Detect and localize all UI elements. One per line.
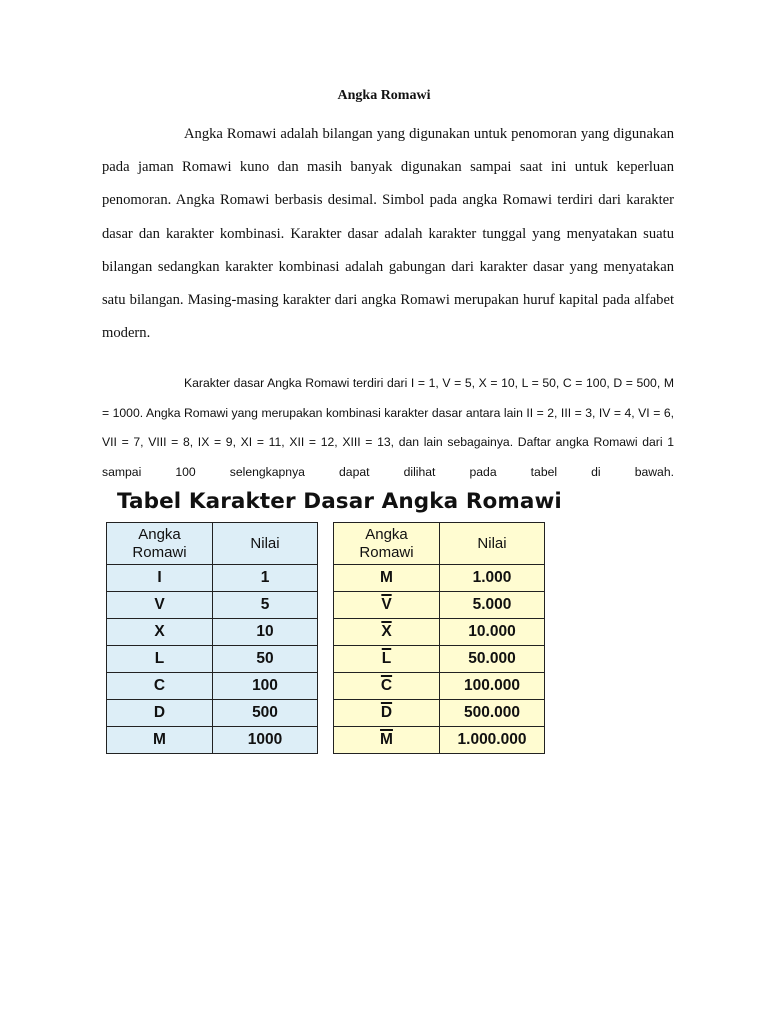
header-value: Nilai (440, 523, 545, 565)
value-cell: 1000 (213, 727, 318, 754)
roman-numeral: X (154, 623, 165, 640)
header-roman-line1: Angka (365, 525, 408, 543)
value-cell: 1 (213, 565, 318, 592)
intro-paragraph-text: Angka Romawi adalah bilangan yang digunakan untuk penomoran yang digunakan pada jaman Romawi kuno dan masih banyak digunakan sampai saat ini untuk keperluan penomoran. Angka Romawi berbasis desimal. Simbol pada angka Romawi terdiri dari karakter dasar dan karakter kombinasi. Karakter dasar adalah karakter tunggal yang menyatakan suatu bilangan sedangkan karakter kombinasi adalah gabungan dari karakter dasar yang menyatakan satu bilangan. Masing-masing karakter dari angka Romawi merupakan huruf kapital pada alfabet modern. (102, 126, 674, 342)
roman-cell (107, 727, 213, 754)
header-roman (107, 523, 213, 565)
value-cell: 100.000 (440, 673, 545, 700)
roman-cell (334, 592, 440, 619)
roman-numeral: L (154, 650, 165, 667)
value-cell: 1.000 (440, 565, 545, 592)
roman-numeral: $\overline{M}$ (380, 731, 393, 748)
roman-numeral: $\overline{V}$ (381, 596, 392, 613)
roman-numeral: M (380, 569, 393, 586)
roman-numeral: C (153, 677, 166, 694)
table-row (334, 700, 545, 727)
table-row (334, 673, 545, 700)
table-header-row (107, 523, 318, 565)
table-title: Tabel Karakter Dasar Angka Romawi (117, 489, 562, 514)
roman-numeral: $\overline{C}$ (380, 677, 393, 694)
roman-cell (334, 646, 440, 673)
value-cell: 500 (213, 700, 318, 727)
value-cell: 10 (213, 619, 318, 646)
value-cell: 10.000 (440, 619, 545, 646)
roman-numeral: M (153, 731, 166, 748)
roman-numeral: D (153, 704, 166, 721)
roman-cell (107, 619, 213, 646)
roman-numeral: $\overline{X}$ (381, 623, 392, 640)
large-roman-table (333, 522, 545, 754)
table-header-row (334, 523, 545, 565)
value-cell: 50 (213, 646, 318, 673)
header-value: Nilai (213, 523, 318, 565)
table-row (334, 646, 545, 673)
roman-numeral: V (154, 596, 165, 613)
roman-cell (334, 565, 440, 592)
roman-cell (107, 592, 213, 619)
value-cell: 100 (213, 673, 318, 700)
roman-cell (334, 673, 440, 700)
roman-numeral: $\overline{D}$ (380, 704, 393, 721)
header-roman (334, 523, 440, 565)
value-cell: 500.000 (440, 700, 545, 727)
basic-characters-paragraph-text: Karakter dasar Angka Romawi terdiri dari I = 1, V = 5, X = 10, L = 50, C = 100, D = 500, M = 1000. Angka Romawi yang merupakan kombinasi karakter dasar antara lain II = 2, III = 3, IV = 4, VI = 6, VII = 7, VIII = 8, IX = 9, XI = 11, XII = 12, XIII = 13, dan lain sebagainya. Daftar angka Romawi dari 1 sampai 100 selengkapnya dapat dilihat pada tabel di bawah. (102, 376, 674, 479)
table-row (334, 727, 545, 754)
roman-numeral: $\overline{L}$ (381, 650, 392, 667)
table-row (334, 619, 545, 646)
header-roman-line2: Romawi (132, 543, 187, 561)
basic-characters-paragraph (102, 369, 674, 487)
roman-cell (334, 619, 440, 646)
roman-cell (107, 673, 213, 700)
value-cell: 5 (213, 592, 318, 619)
roman-cell (107, 700, 213, 727)
roman-cell (107, 646, 213, 673)
table-row (107, 592, 318, 619)
roman-cell (107, 565, 213, 592)
roman-numeral: I (157, 569, 162, 586)
table-row (334, 565, 545, 592)
table-row (107, 646, 318, 673)
table-row (107, 565, 318, 592)
value-cell: 1.000.000 (440, 727, 545, 754)
document-title: Angka Romawi (337, 88, 431, 103)
roman-cell (334, 727, 440, 754)
table-row (107, 619, 318, 646)
table-row (334, 592, 545, 619)
intro-paragraph (102, 118, 674, 350)
basic-roman-table (106, 522, 318, 754)
header-roman-line2: Romawi (359, 543, 414, 561)
table-row (107, 673, 318, 700)
header-roman-line1: Angka (138, 525, 181, 543)
value-cell: 5.000 (440, 592, 545, 619)
value-cell: 50.000 (440, 646, 545, 673)
table-row (107, 727, 318, 754)
roman-cell (334, 700, 440, 727)
table-row (107, 700, 318, 727)
